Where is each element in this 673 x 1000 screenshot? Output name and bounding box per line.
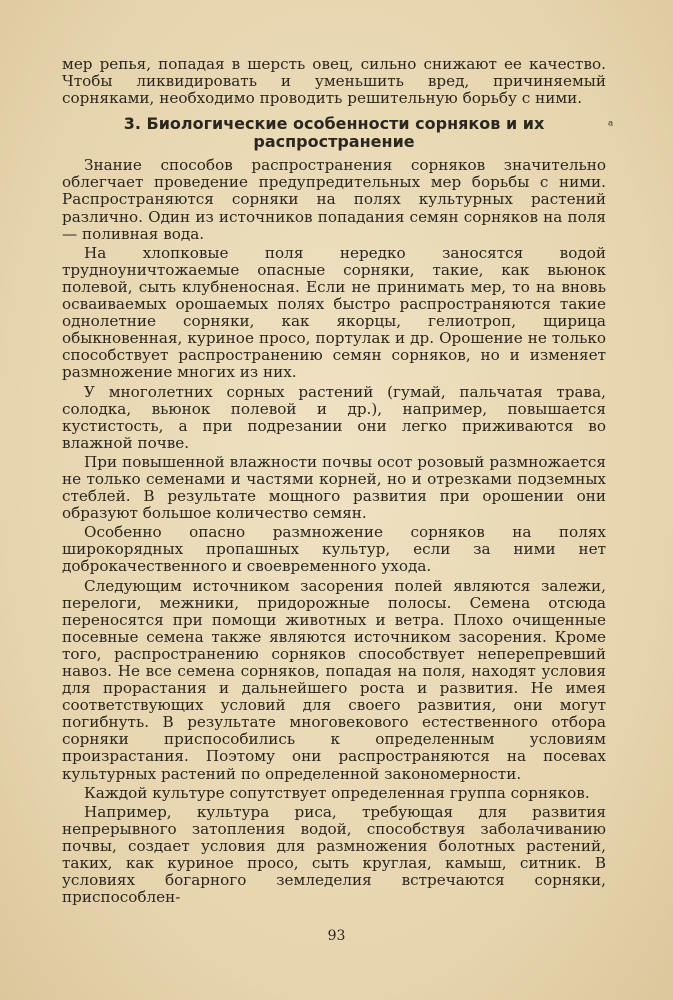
paragraph: При повышенной влажности почвы осот розовый размножается не только семенами и частями корней, но и отрезками подземных стеблей. В результате мощного развития при орошении они образуют большое количество семян. (62, 452, 606, 523)
opening-paragraph: мер репья, попадая в шерсть овец, сильно снижают ее качество. Чтобы ликвидировать и уменьшить вред, причиняемый сорняками, необходимо проводить решительную борьбу с ними. (62, 55, 606, 108)
margin-mark: ᵃ (608, 118, 614, 134)
page-text (62, 56, 606, 908)
paragraph: Особенно опасно размножение сорняков на полях широкорядных пропашных культур, если за ними нет доброкачественного и своевременного ухода. (62, 523, 606, 576)
paragraph: Знание способов распространения сорняков значительно облегчает проведение предупредительных мер борьбы с ними. Распространяются сорняки на полях культурных растений различно. Один из источников попадания семян сорняков на поля — поливная вода. (62, 156, 606, 243)
paragraph: Например, культура риса, требующая для развития непрерывного затопления водой, способствуя заболачиванию почвы, создает условия для размножения болотных растений, таких, как куриное просо, сыть круглая, камыш, ситник. В условиях богарного земледелия встречаются сорняки, приспособлен- (62, 802, 606, 907)
paragraph: Каждой культуре сопутствует определенная группа сорняков. (84, 783, 590, 802)
paragraph: Следующим источником засорения полей являются залежи, перелоги, межники, придорожные полосы. Семена отсюда переносятся при помощи животных и ветра. Плохо очищенные посевные семена также являются источником засорения. Кроме того, распространению сорняков способствует неперепревший навоз. Не все семена сорняков, попадая на поля, находят условия для прорастания и дальнейшего роста и развития. Не имея соответствующих условий для своего развития, они могут погибнуть. В результате многовекового естественного отбора сорняки приспособились к определенным условиям произрастания. Поэтому они распространяются на посевах культурных растений по определенной закономерности. (62, 576, 606, 783)
paragraph: У многолетних сорных растений (гумай, пальчатая трава, солодка, вьюнок полевой и др.), например, повышается кустистость, а при подрезании они легко приживаются во влажной почве. (62, 382, 606, 452)
page-number: 93 (327, 928, 346, 944)
section-heading: 3. Биологические особенности сорняков и их распространение (123, 114, 545, 152)
paragraph: На хлопковые поля нередко заносятся водой трудноуничтожаемые опасные сорняки, такие, как вьюнок полевой, сыть клубненосная. Если не принимать мер, то на вновь осваиваемых орошаемых полях быстро распространяются такие однолетние сорняки, как якорцы, гелиотроп, щирица обыкновенная, куриное просо, портулак и др. Орошение не только способствует распространению семян сорняков, но и изменяет размножение многих из них. (62, 243, 606, 382)
